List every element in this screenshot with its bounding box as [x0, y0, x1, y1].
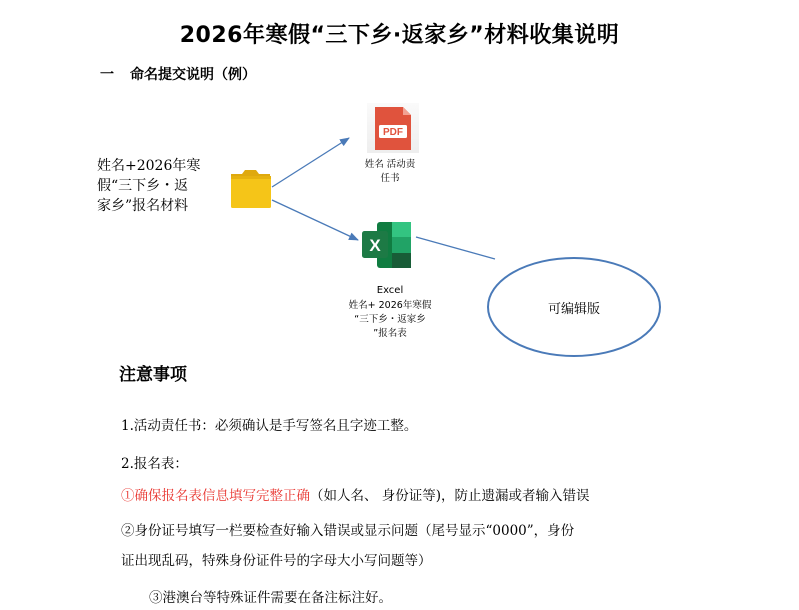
page-title: 2026年寒假“三下乡·返家乡”材料收集说明 — [179, 23, 620, 48]
arrow-to-excel — [272, 200, 358, 240]
folder-label-line: 家乡”报名材料 — [97, 198, 189, 214]
note-item-2-sub-3: ③港澳台等特殊证件需要在备注标注好。 — [149, 590, 392, 606]
notes-heading: 注意事项 — [119, 365, 187, 385]
pdf-icon-text: PDF — [383, 127, 403, 138]
note-item-1: 1.活动责任书：必须确认是手写签名且字迹工整。 — [121, 418, 418, 434]
connector-line — [416, 237, 495, 259]
folder-label — [97, 156, 219, 216]
excel-icon-letter: X — [369, 236, 381, 255]
folder-label-line: 姓名+2026年寒 — [97, 158, 201, 174]
pdf-file-caption — [348, 158, 432, 186]
section-heading-text: 命名提交说明（例） — [130, 67, 256, 83]
folder-icon — [231, 170, 271, 208]
section-number: 一 — [100, 67, 114, 83]
pdf-file-icon — [367, 103, 419, 153]
pdf-caption-line: 任书 — [380, 173, 400, 184]
note-item-2-sub-1 — [121, 484, 590, 504]
note-item-2-sub-2-line-1: ②身份证号填写一栏要检查好输入错误或显示问题（尾号显示“0000”，身份 — [121, 523, 575, 539]
note-highlight-text: ①确保报名表信息填写完整正确 — [121, 488, 310, 504]
note-item-2: 2.报名表： — [121, 456, 188, 472]
note-item-2-sub-2-line-2: 证出现乱码，特殊身份证件号的字母大小写问题等） — [121, 553, 432, 569]
excel-file-caption — [330, 284, 450, 341]
excel-caption-line: ”报名表 — [373, 328, 407, 339]
excel-file-type-label: Excel — [376, 285, 404, 296]
pdf-caption-line: 姓名 活动责 — [364, 159, 416, 170]
arrow-to-pdf — [272, 138, 349, 187]
editable-version-label: 可编辑版 — [547, 302, 600, 317]
folder-label-line: 假“三下乡・返 — [97, 178, 189, 194]
excel-file-icon — [362, 222, 411, 268]
excel-caption-line: 姓名+ 2026年寒假 — [348, 300, 432, 311]
note-rest-text: （如人名、 身份证等)，防止遗漏或者输入错误 — [310, 488, 590, 504]
excel-caption-line: “三下乡・返家乡 — [354, 314, 426, 325]
